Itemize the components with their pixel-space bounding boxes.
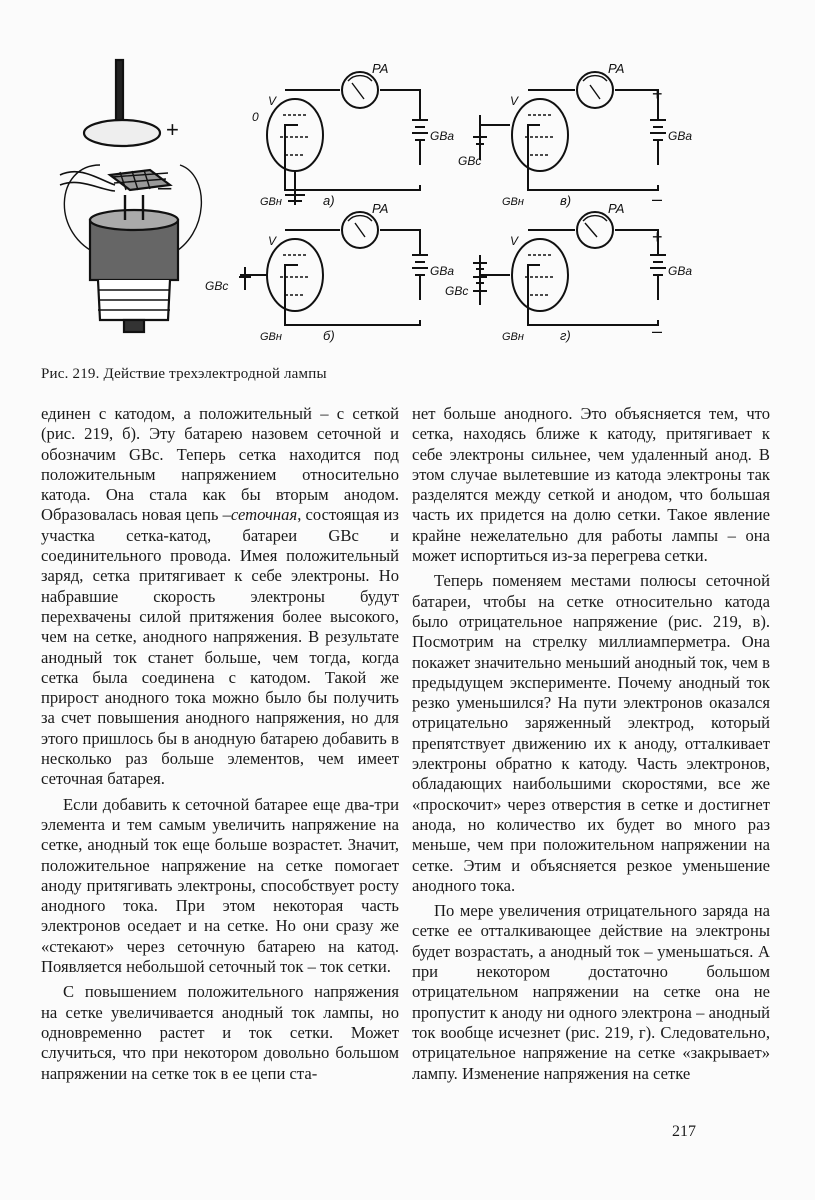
triode-lamp-illustration	[60, 60, 201, 332]
panel-b-letter: б)	[323, 328, 335, 343]
circuit-panel-g	[445, 201, 692, 343]
right-paragraph-3: По мере увеличения отрицательного заряда на сетке ее отталкивающее действие на электроны будет возрастать, а анодный ток – уменьшаться. А при некотором достаточно большом отрицательном напряжении на сетке она не пропустит к аноду ни одного электрона – анодный ток вообще исчезнет (рис. 219, г). Следовательно, отрицательное напряжение на сетке «закрывает» лампу. Изменение напряжения на сетке	[412, 901, 770, 1083]
panel-g-gba-label: GBa	[668, 264, 693, 278]
panel-b-gba-label: GBa	[430, 264, 455, 278]
figure-caption: Рис. 219. Действие трехэлектродной лампы	[41, 366, 327, 382]
panel-a-zero-label: 0	[252, 110, 259, 124]
left-paragraph-3: С повышением положительного напряжения на сетке увеличивается анодный ток лампы, но одновременно растет и ток сетки. Может случиться, что при некотором довольно большом напряжении на сетке ток в ее цепи ста-	[41, 982, 399, 1083]
panel-v-minus: –	[652, 189, 663, 209]
left-paragraph-2: Если добавить к сеточной батарее еще два-три элемента и тем самым увеличить напряжение на сетке, анодный ток еще больше возрастет. Значит, положительное напряжение на сетке помогает аноду притягивать электроны, способствует росту анодного тока. При этом некоторая часть электронов оседает и на сетке. Но они сразу же «стекают» через сеточную батарею на катод. Появляется небольшой сеточный ток – ток сетки.	[41, 794, 399, 977]
figure-219-triode-diagram	[40, 45, 760, 355]
right-column	[412, 404, 770, 1089]
panel-b-gbc-label: GBс	[205, 279, 229, 293]
panel-a-letter: а)	[323, 193, 335, 208]
panel-g-pa-label: PA	[608, 201, 625, 216]
panel-v-gbc-label: GBс	[458, 154, 482, 168]
panel-b-pa-label: PA	[372, 201, 389, 216]
left-p1-text: единен с катодом, а положительный – с сеткой (рис. 219, б). Эту батарею назовем сеточной и обозначим GBс. Теперь сетка находится под положительным напряжением относительно катода. Она стала как бы вторым анодом. Образовалась новая цепь –	[41, 404, 399, 525]
panel-g-gbc-label: GBс	[445, 284, 469, 298]
right-paragraph-2: Теперь поменяем местами полюсы сеточной батареи, чтобы на сетке относительно катода было отрицательное напряжение (рис. 219, в). Посмотрим на стрелку миллиамперметра. Она покажет значительно меньший анодный ток, чем в предыдущем эксперименте. Почему анодный ток резко уменьшился? На пути электронов оказался отрицательно заряженный электрод, который препятствует движению их к аноду, отталкивает электроны обратно к катоду. Часть электронов, обладающих наибольшими скоростями, все же «проскочит» через отверстия в сетке и достигнет анода, но количество их будет во много раз меньше, чем при положительном напряжении на сетке. Этим и объясняется резкое уменьшение анодного тока.	[412, 571, 770, 895]
panel-v-gbh-label: GBн	[502, 196, 524, 208]
panel-b-gbh-label: GBн	[260, 331, 282, 343]
circuit-panel-b	[205, 201, 454, 343]
left-paragraph-1	[41, 404, 399, 790]
left-column	[41, 404, 399, 1089]
panel-v-pa-label: PA	[608, 61, 625, 76]
panel-a-gba-label: GBa	[430, 129, 455, 143]
page-number: 217	[672, 1123, 696, 1140]
panel-a-gbh-label: GBн	[260, 196, 282, 208]
left-p1-rest: , состоящая из участка сетка-катод, батареи GBс и соединительного провода. Имея положительный заряд, сетка притягивает к себе электроны. Но набравшие скорость электроны будут перехвачены силой притяжения более высокого, чем на сетке, анодного напряжения. В результате анодный ток станет больше, чем тогда, когда сетка была соединена с катодом. Такой же прирост анодного тока можно было бы получить за счет повышения анодного напряжения, но для этого пришлось бы в анодную батарею добавить в несколько раз больше элементов, чем имеет сеточная батарея.	[41, 505, 399, 789]
panel-a-pa-label: PA	[372, 61, 389, 76]
panel-v-v-label: V	[510, 94, 519, 108]
circuit-panel-a	[252, 61, 454, 208]
panel-g-plus: +	[652, 227, 663, 247]
panel-v-gba-label: GBa	[668, 129, 693, 143]
panel-b-v-label: V	[268, 234, 277, 248]
panel-g-minus: –	[652, 321, 663, 341]
lamp-plus-label: +	[166, 117, 179, 142]
panel-v-plus: +	[652, 84, 663, 104]
left-p1-italic: сеточная	[230, 505, 298, 525]
lamp-minus-label: –	[158, 174, 172, 201]
panel-g-v-label: V	[510, 234, 519, 248]
circuit-panel-v	[458, 61, 692, 209]
right-paragraph-1: нет больше анодного. Это объясняется тем, что сетка, находясь ближе к катоду, притягивает к себе электроны сильнее, чем удаленный анод. В этом случае вылетевшие из катода электроны так разделятся между сеткой и анодом, что большая часть их придется на долю сетки. Такое явление крайне нежелательно для работы лампы – она может испортиться из-за перегрева сетки.	[412, 404, 770, 566]
panel-a-v-label: V	[268, 94, 277, 108]
panel-g-gbh-label: GBн	[502, 331, 524, 343]
panel-v-letter: в)	[560, 193, 572, 208]
panel-g-letter: г)	[560, 328, 571, 343]
